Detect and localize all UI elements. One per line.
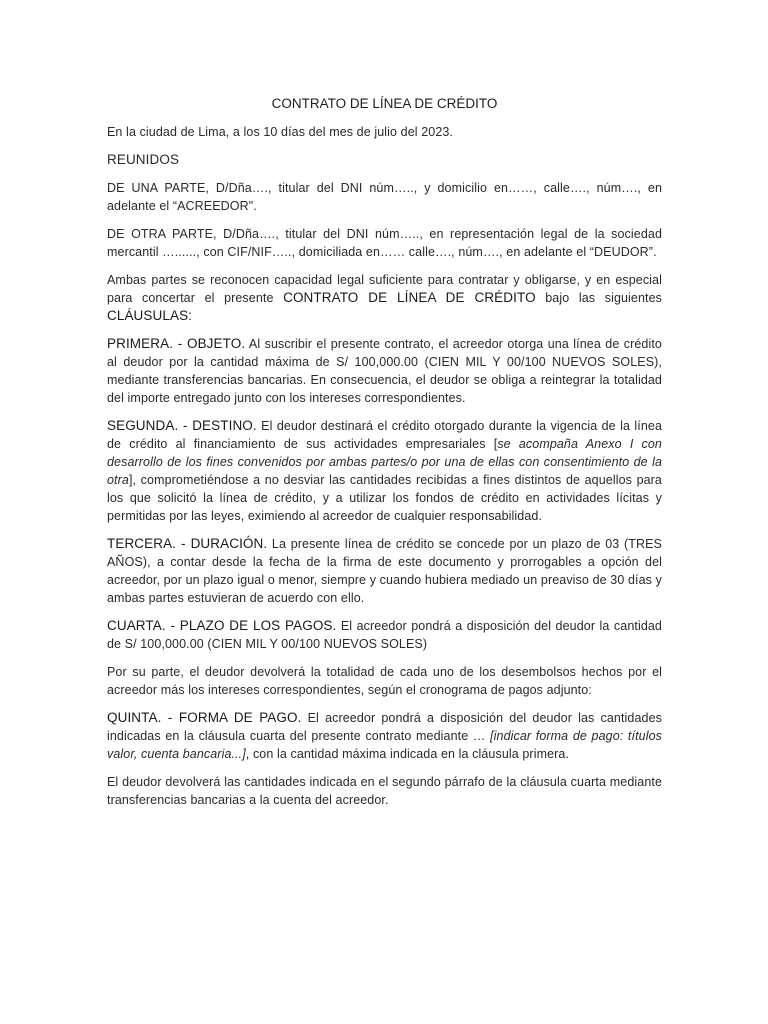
clause-cuarta-body: El acreedor pondrá a disposición del deudor la cantidad de S/ 100,000.00 (CIEN MIL Y 00/100 NUEVOS SOLES) <box>107 619 662 651</box>
clause-tercera-heading: TERCERA. - DURACIÓN. <box>107 536 268 551</box>
clause-quinta-heading: QUINTA. - FORMA DE PAGO. <box>107 710 302 725</box>
final-paragraph: El deudor devolverá las cantidades indicada en el segundo párrafo de la cláusula cuarta mediante transferencias bancarias a la cuenta del acreedor. <box>107 775 662 807</box>
capacity-paragraph <box>107 271 662 325</box>
clause-segunda-body-end: ], comprometiéndose a no desviar las cantidades recibidas a fines distintos de aquellos para los que solicitó la línea de crédito, y a utilizar los fondos de crédito en actividades lícitas y permitidas por las leyes, eximiendo al acreedor de cualquier responsabilidad. <box>107 473 662 523</box>
clause-segunda-heading: SEGUNDA. - DESTINO. <box>107 418 257 433</box>
contract-name: CONTRATO DE LÍNEA DE CRÉDITO <box>283 290 536 305</box>
clause-segunda <box>107 417 662 525</box>
clause-segunda-body: El deudor destinará el crédito otorgado durante la vigencia de la línea de crédito al financiamiento de sus actividades empresariales [ <box>107 419 662 451</box>
clause-quinta <box>107 709 662 763</box>
clause-primera-heading: PRIMERA. - OBJETO. <box>107 336 246 351</box>
capacity-mid: bajo las siguientes <box>535 291 663 305</box>
clauses-label: CLÁUSULAS: <box>107 308 193 323</box>
clause-segunda-note: se acompaña Anexo I con desarrollo de los fines convenidos por ambas partes/o por una de ellas con consentimiento de la otra <box>107 437 662 487</box>
clause-tercera-body: La presente línea de crédito se concede por un plazo de 03 (TRES AÑOS), a contar desde la fecha de la firma de este documento y prorrogables a opción del acreedor, por un plazo igual o menor, siempre y cuando hubiera mediado un preaviso de 30 días y ambas partes estuvieran de acuerdo con ello. <box>107 537 662 605</box>
clause-quinta-body: El acreedor pondrá a disposición del deudor las cantidades indicadas en la cláusula cuarta del presente contrato mediante … <box>107 711 662 743</box>
debtor-party-paragraph: DE OTRA PARTE, D/Dña…., titular del DNI núm….., en representación legal de la sociedad mercantil …......, con CIF/NIF….., domiciliada en…… calle…., núm…., en adelante el “DEUDOR”. <box>107 227 662 259</box>
repayment-paragraph: Por su parte, el deudor devolverá la totalidad de cada uno de los desembolsos hechos por el acreedor más los intereses correspondientes, según el cronograma de pagos adjunto: <box>107 665 662 697</box>
clause-quinta-note: [indicar forma de pago: títulos valor, cuenta bancaria...] <box>107 729 662 761</box>
creditor-party-paragraph: DE UNA PARTE, D/Dña…., titular del DNI núm….., y domicilio en……, calle…., núm…., en adelante el “ACREEDOR". <box>107 181 662 213</box>
clause-cuarta-heading: CUARTA. - PLAZO DE LOS PAGOS. <box>107 618 337 633</box>
clause-primera <box>107 335 662 407</box>
intro-paragraph: En la ciudad de Lima, a los 10 días del mes de julio del 2023. <box>107 125 454 139</box>
clause-tercera <box>107 535 662 607</box>
clause-cuarta <box>107 617 662 653</box>
document-title: CONTRATO DE LÍNEA DE CRÉDITO <box>271 96 498 111</box>
reunidos-heading: REUNIDOS <box>107 152 180 167</box>
clause-primera-body: Al suscribir el presente contrato, el acreedor otorga una línea de crédito al deudor por la cantidad máxima de S/ 100,000.00 (CIEN MIL Y 00/100 NUEVOS SOLES), mediante transferencias bancarias. En consecuencia, el deudor se obliga a reintegrar la totalidad del importe entregado junto con los intereses correspondientes. <box>107 337 662 405</box>
contract-body <box>107 95 662 819</box>
capacity-text: Ambas partes se reconocen capacidad legal suficiente para contratar y obligarse, y en especial para concertar el presente <box>107 273 662 305</box>
clause-quinta-body-end: , con la cantidad máxima indicada en la cláusula primera. <box>245 747 570 761</box>
